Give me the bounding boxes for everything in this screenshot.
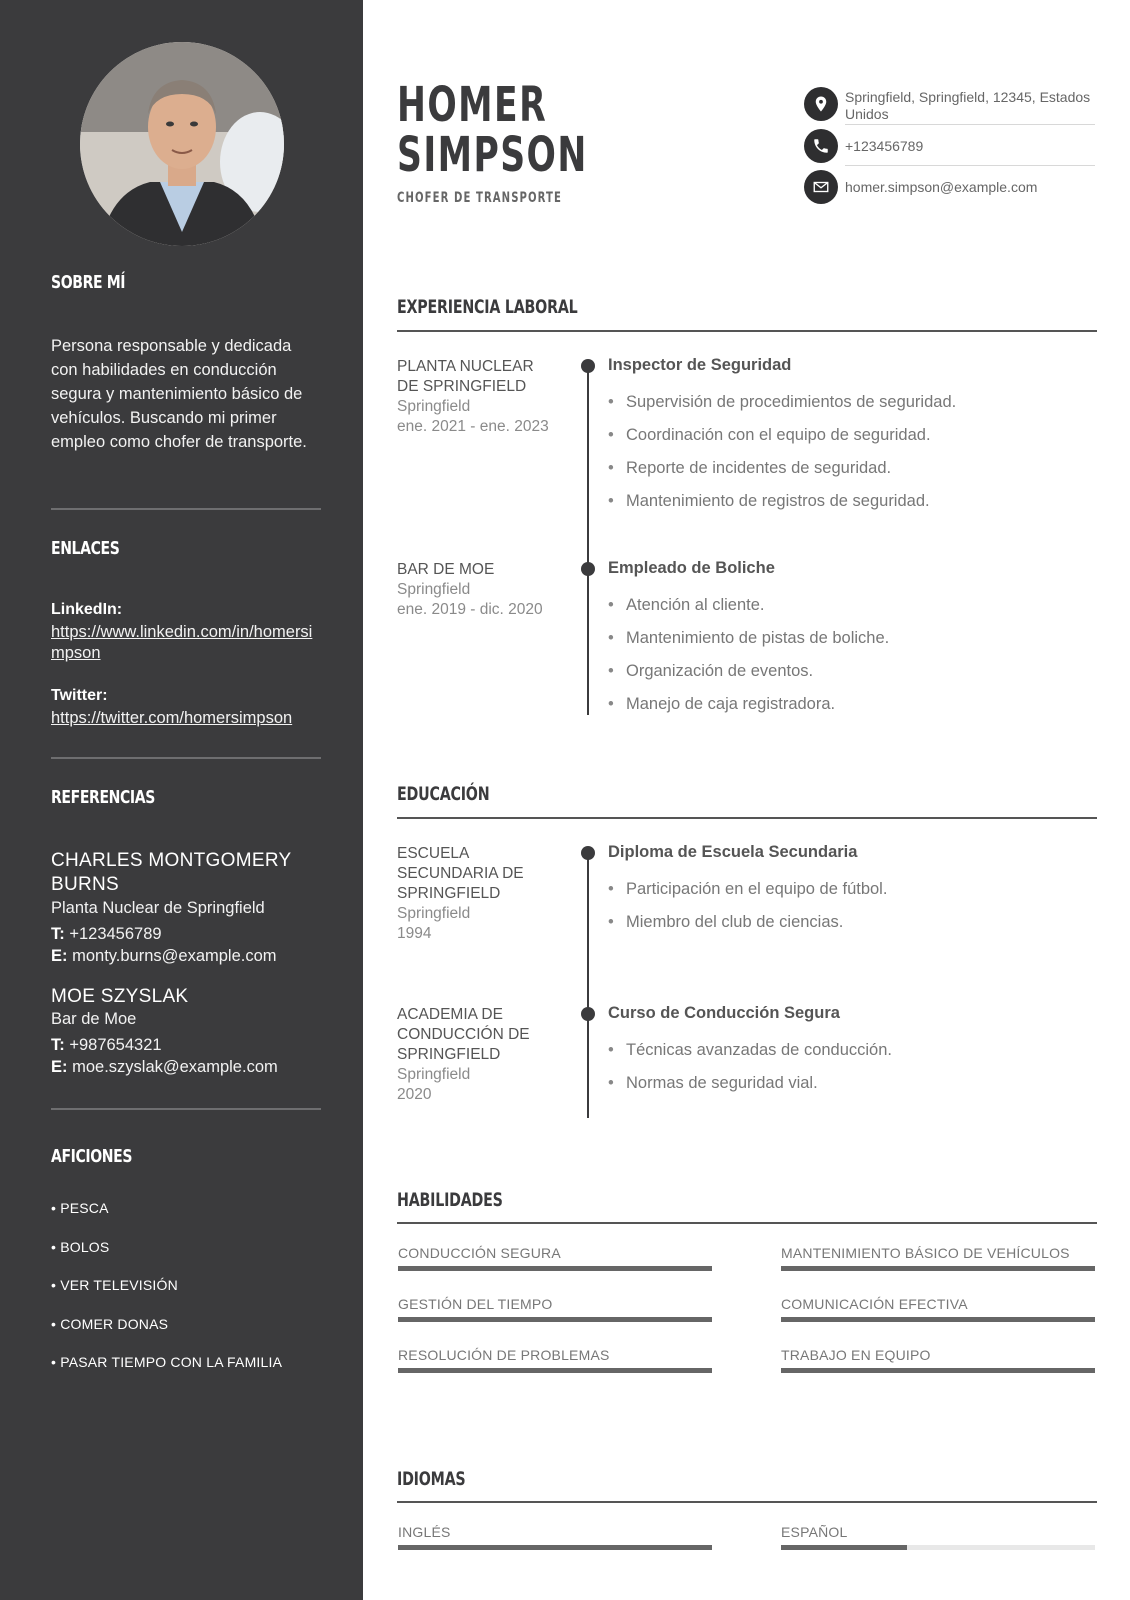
linkedin-label: LinkedIn: — [51, 601, 123, 618]
entry-dates: ene. 2021 - ene. 2023 — [397, 418, 549, 435]
reference-phone — [51, 925, 162, 944]
hobbies-heading: AFICIONES — [51, 1146, 133, 1167]
skill-bar-fill — [781, 1266, 1095, 1271]
languages-heading: IDIOMAS — [397, 1468, 466, 1490]
skill-bar — [398, 1317, 712, 1322]
entry-bullet: • Manejo de caja registradora. — [608, 695, 835, 714]
hobby-item: • BOLOS — [51, 1239, 110, 1255]
contact-address: Springfield, Springfield, 12345, Estados Unidos — [845, 89, 1091, 122]
timeline-dot — [581, 359, 595, 373]
skill-label: TRABAJO EN EQUIPO — [781, 1347, 931, 1363]
entry-bullet: • Mantenimiento de pistas de boliche. — [608, 629, 889, 648]
phone-label: T: — [51, 1036, 65, 1054]
about-text: Persona responsable y dedicada con habilidades en conducción segura y mantenimiento básico de vehículos. Buscando mi primer empleo como chofer de transporte. — [51, 337, 307, 451]
entry-bullet: • Mantenimiento de registros de seguridad. — [608, 492, 930, 511]
profile-photo — [80, 42, 284, 246]
reference-email-value: moe.szyslak@example.com — [72, 1058, 278, 1076]
job-title: CHOFER DE TRANSPORTE — [397, 190, 562, 206]
email-label: E: — [51, 1058, 68, 1076]
education-timeline — [587, 852, 589, 1118]
mail-icon — [804, 170, 838, 204]
reference-phone-value: +123456789 — [69, 925, 162, 943]
entry-bullet: • Supervisión de procedimientos de seguridad. — [608, 393, 956, 412]
section-rule — [397, 817, 1097, 819]
reference-phone-value: +987654321 — [69, 1036, 162, 1054]
language-bar-fill — [398, 1545, 712, 1550]
entry-location: Springfield — [397, 581, 471, 598]
phone-icon — [804, 129, 838, 163]
linkedin-link[interactable]: https://www.linkedin.com/in/homersimpson — [51, 623, 313, 662]
education-heading: EDUCACIÓN — [397, 783, 490, 805]
skill-bar-fill — [398, 1368, 712, 1373]
entry-location: Springfield — [397, 905, 471, 922]
contact-email: homer.simpson@example.com — [845, 179, 1038, 195]
entry-location: Springfield — [397, 398, 471, 415]
entry-bullet: • Participación en el equipo de fútbol. — [608, 880, 887, 899]
skill-label: CONDUCCIÓN SEGURA — [398, 1245, 561, 1261]
reference-email-value: monty.burns@example.com — [72, 947, 277, 965]
links-heading: ENLACES — [51, 538, 120, 559]
skill-bar — [398, 1368, 712, 1373]
entry-org: ACADEMIA DE CONDUCCIÓN DE SPRINGFIELD — [397, 1006, 530, 1063]
entry-org: ESCUELA SECUNDARIA DE SPRINGFIELD — [397, 845, 524, 902]
reference-email — [51, 947, 277, 966]
language-bar-fill — [781, 1545, 907, 1550]
experience-heading: EXPERIENCIA LABORAL — [397, 296, 578, 318]
hobby-item: • PASAR TIEMPO CON LA FAMILIA — [51, 1354, 283, 1370]
skill-label: MANTENIMIENTO BÁSICO DE VEHÍCULOS — [781, 1245, 1070, 1261]
skill-bar-fill — [781, 1368, 1095, 1373]
timeline-dot — [581, 846, 595, 860]
experience-timeline — [587, 365, 589, 715]
contact-divider — [845, 165, 1095, 166]
timeline-dot — [581, 1007, 595, 1021]
entry-title: Curso de Conducción Segura — [608, 1004, 840, 1022]
entry-title: Diploma de Escuela Secundaria — [608, 843, 858, 861]
person-name — [397, 77, 588, 183]
section-rule — [397, 330, 1097, 332]
entry-dates: ene. 2019 - dic. 2020 — [397, 601, 543, 618]
first-name: HOMER — [397, 77, 548, 133]
about-heading: SOBRE MÍ — [51, 272, 126, 293]
entry-org: BAR DE MOE — [397, 561, 495, 578]
education-entry-info — [397, 844, 557, 944]
experience-entry-info — [397, 560, 557, 620]
experience-entry-info — [397, 357, 557, 437]
phone-label: T: — [51, 925, 65, 943]
section-rule — [397, 1222, 1097, 1224]
language-label: ESPAÑOL — [781, 1524, 848, 1540]
hobby-item: • PESCA — [51, 1200, 109, 1216]
twitter-link[interactable]: https://twitter.com/homersimpson — [51, 709, 293, 727]
twitter-label: Twitter: — [51, 687, 108, 704]
entry-bullet: • Organización de eventos. — [608, 662, 813, 681]
sidebar-divider — [51, 757, 321, 759]
entry-bullet: • Técnicas avanzadas de conducción. — [608, 1041, 892, 1060]
skill-bar — [781, 1317, 1095, 1322]
reference-org: Planta Nuclear de Springfield — [51, 899, 265, 917]
reference-phone — [51, 1036, 162, 1055]
sidebar-divider — [51, 1108, 321, 1110]
entry-dates: 2020 — [397, 1086, 432, 1103]
entry-bullet: • Coordinación con el equipo de seguridad. — [608, 426, 931, 445]
section-rule — [397, 1501, 1097, 1503]
skills-heading: HABILIDADES — [397, 1189, 503, 1211]
entry-org: PLANTA NUCLEAR DE SPRINGFIELD — [397, 358, 534, 395]
entry-bullet: • Reporte de incidentes de seguridad. — [608, 459, 891, 478]
email-label: E: — [51, 947, 68, 965]
language-label: INGLÉS — [398, 1524, 451, 1540]
skill-bar — [781, 1266, 1095, 1271]
entry-title: Inspector de Seguridad — [608, 356, 792, 374]
entry-bullet: • Normas de seguridad vial. — [608, 1074, 818, 1093]
education-entry-info — [397, 1005, 557, 1105]
language-bar — [398, 1545, 712, 1550]
entry-bullet: • Atención al cliente. — [608, 596, 765, 615]
timeline-dot — [581, 562, 595, 576]
skill-bar-fill — [781, 1317, 1095, 1322]
language-bar — [781, 1545, 1095, 1550]
reference-org: Bar de Moe — [51, 1010, 137, 1028]
skill-bar-fill — [398, 1266, 712, 1271]
reference-name: MOE SZYSLAK — [51, 986, 189, 1007]
skill-bar — [398, 1266, 712, 1271]
sidebar — [0, 0, 363, 1600]
skill-label: GESTIÓN DEL TIEMPO — [398, 1296, 553, 1312]
references-heading: REFERENCIAS — [51, 787, 155, 808]
reference-email — [51, 1058, 278, 1077]
sidebar-divider — [51, 508, 321, 510]
skill-label: COMUNICACIÓN EFECTIVA — [781, 1296, 968, 1312]
skill-label: RESOLUCIÓN DE PROBLEMAS — [398, 1347, 610, 1363]
hobby-item: • COMER DONAS — [51, 1316, 169, 1332]
entry-dates: 1994 — [397, 925, 432, 942]
contact-phone: +123456789 — [845, 138, 924, 154]
profile-photo-image — [80, 42, 284, 246]
entry-bullet: • Miembro del club de ciencias. — [608, 913, 843, 932]
contact-divider — [845, 124, 1095, 125]
entry-title: Empleado de Boliche — [608, 559, 775, 577]
location-pin-icon — [804, 87, 838, 121]
reference-name: CHARLES MONTGOMERY BURNS — [51, 850, 292, 895]
skill-bar — [781, 1368, 1095, 1373]
hobby-item: • VER TELEVISIÓN — [51, 1277, 178, 1293]
last-name: SIMPSON — [397, 127, 588, 183]
entry-location: Springfield — [397, 1066, 471, 1083]
skill-bar-fill — [398, 1317, 712, 1322]
